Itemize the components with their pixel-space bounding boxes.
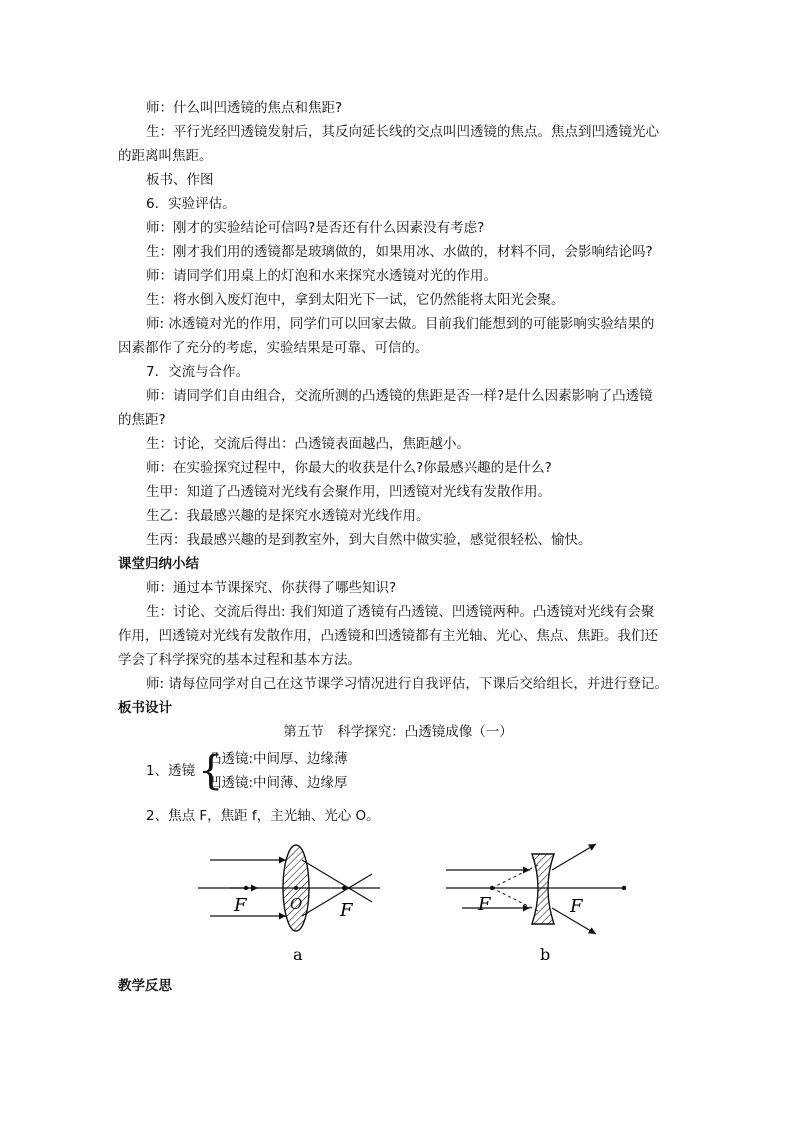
text-line: 6．实验评估。 xyxy=(146,196,236,212)
concave-lens-item: 凹透镜:中间薄、边缘厚 xyxy=(208,775,348,791)
text-line: 师: 冰透镜对光的作用，同学们可以回家去做。目前我们能想到的可能影响实验结果的 xyxy=(146,316,655,332)
text-line: 板书、作图 xyxy=(146,172,214,188)
text-line: 师：请同学们自由组合，交流所测的凸透镜的焦距是否一样?是什么因素影响了凸透镜 xyxy=(146,388,653,404)
refracted-ray xyxy=(302,860,372,902)
optical-center-dot xyxy=(294,886,298,890)
focus-label: F xyxy=(478,894,491,915)
caption-a: a xyxy=(293,945,303,964)
lens-classification xyxy=(146,747,446,795)
text-line: 师：在实验探究过程中，你最大的收获是什么?你最感兴趣的是什么? xyxy=(146,460,552,476)
focus-definitions: 2、焦点 F，焦距 f，主光轴、光心 O。 xyxy=(146,808,380,824)
text-line: 生乙：我最感兴趣的是探究水透镜对光线作用。 xyxy=(146,508,430,524)
concave-lens xyxy=(532,854,554,924)
text-line: 因素都作了充分的考虑，实验结果是可靠、可信的。 xyxy=(118,340,429,356)
concave-lens-figure xyxy=(446,844,626,964)
board-heading: 板书设计 xyxy=(118,700,172,716)
text-line: 生：讨论、交流后得出: 我们知道了透镜有凸透镜、凹透镜两种。凸透镜对光线有会聚 xyxy=(146,604,655,620)
diverging-ray xyxy=(552,844,596,870)
text-line: 学会了科学探究的基本过程和基本方法。 xyxy=(118,652,361,668)
text-line: 7．交流与合作。 xyxy=(146,364,250,380)
text-line: 师：通过本节课探究、你获得了哪些知识? xyxy=(146,580,397,596)
focal-point-dot xyxy=(490,886,494,890)
reflection-heading: 教学反思 xyxy=(118,978,172,994)
text-line: 师: 请每位同学对自己在这节课学习情况进行自我评估，下课后交给组长，并进行登记。 xyxy=(146,676,668,692)
convex-lens-figure xyxy=(198,845,380,964)
caption-b: b xyxy=(540,945,551,964)
extension-line xyxy=(492,864,540,888)
text-line: 生甲：知道了凸透镜对光线有会聚作用，凹透镜对光线有发散作用。 xyxy=(146,484,551,500)
focus-label: F xyxy=(340,900,353,921)
focus-label: F xyxy=(570,896,583,917)
center-label: O xyxy=(290,895,303,913)
convex-lens-item: 凸透镜:中间厚、边缘薄 xyxy=(208,751,348,767)
brace-icon: { xyxy=(198,748,224,794)
text-line: 生：将水倒入废灯泡中，拿到太阳光下一试，它仍然能将太阳光会聚。 xyxy=(146,292,565,308)
text-line: 的焦距? xyxy=(118,412,166,428)
text-line: 生：刚才我们用的透镜都是玻璃做的，如果用冰、水做的，材料不同，会影响结论吗? xyxy=(146,244,653,260)
text-line: 生：讨论，交流后得出：凸透镜表面越凸，焦距越小。 xyxy=(146,436,470,452)
text-line: 作用，凹透镜对光线有发散作用，凸透镜和凹透镜都有主光轴、光心、焦点、焦距。我们还 xyxy=(118,628,658,644)
focal-point-dot xyxy=(244,886,248,890)
text-line: 师：刚才的实验结论可信吗?是否还有什么因素没有考虑? xyxy=(146,220,485,236)
refracted-ray xyxy=(302,874,372,916)
text-line: 的距离叫焦距。 xyxy=(118,148,213,164)
board-title: 第五节 科学探究：凸透镜成像（一） xyxy=(283,724,513,740)
text-line: 生：平行光经凹透镜发射后，其反向延长线的交点叫凹透镜的焦点。焦点到凹透镜光心 xyxy=(146,124,659,140)
text-line: 师：什么叫凹透镜的焦点和焦距? xyxy=(146,100,343,116)
lens-diagram xyxy=(190,836,650,972)
lens-label: 1、透镜 xyxy=(146,763,196,779)
focal-point-dot xyxy=(622,886,626,890)
focal-point-dot xyxy=(342,886,346,890)
text-line: 生丙：我最感兴趣的是到教室外，到大自然中做实验，感觉很轻松、愉快。 xyxy=(146,532,592,548)
summary-heading: 课堂归纳小结 xyxy=(118,556,199,572)
focus-label: F xyxy=(234,895,247,916)
text-line: 师：请同学们用桌上的灯泡和水来探究水透镜对光的作用。 xyxy=(146,268,497,284)
